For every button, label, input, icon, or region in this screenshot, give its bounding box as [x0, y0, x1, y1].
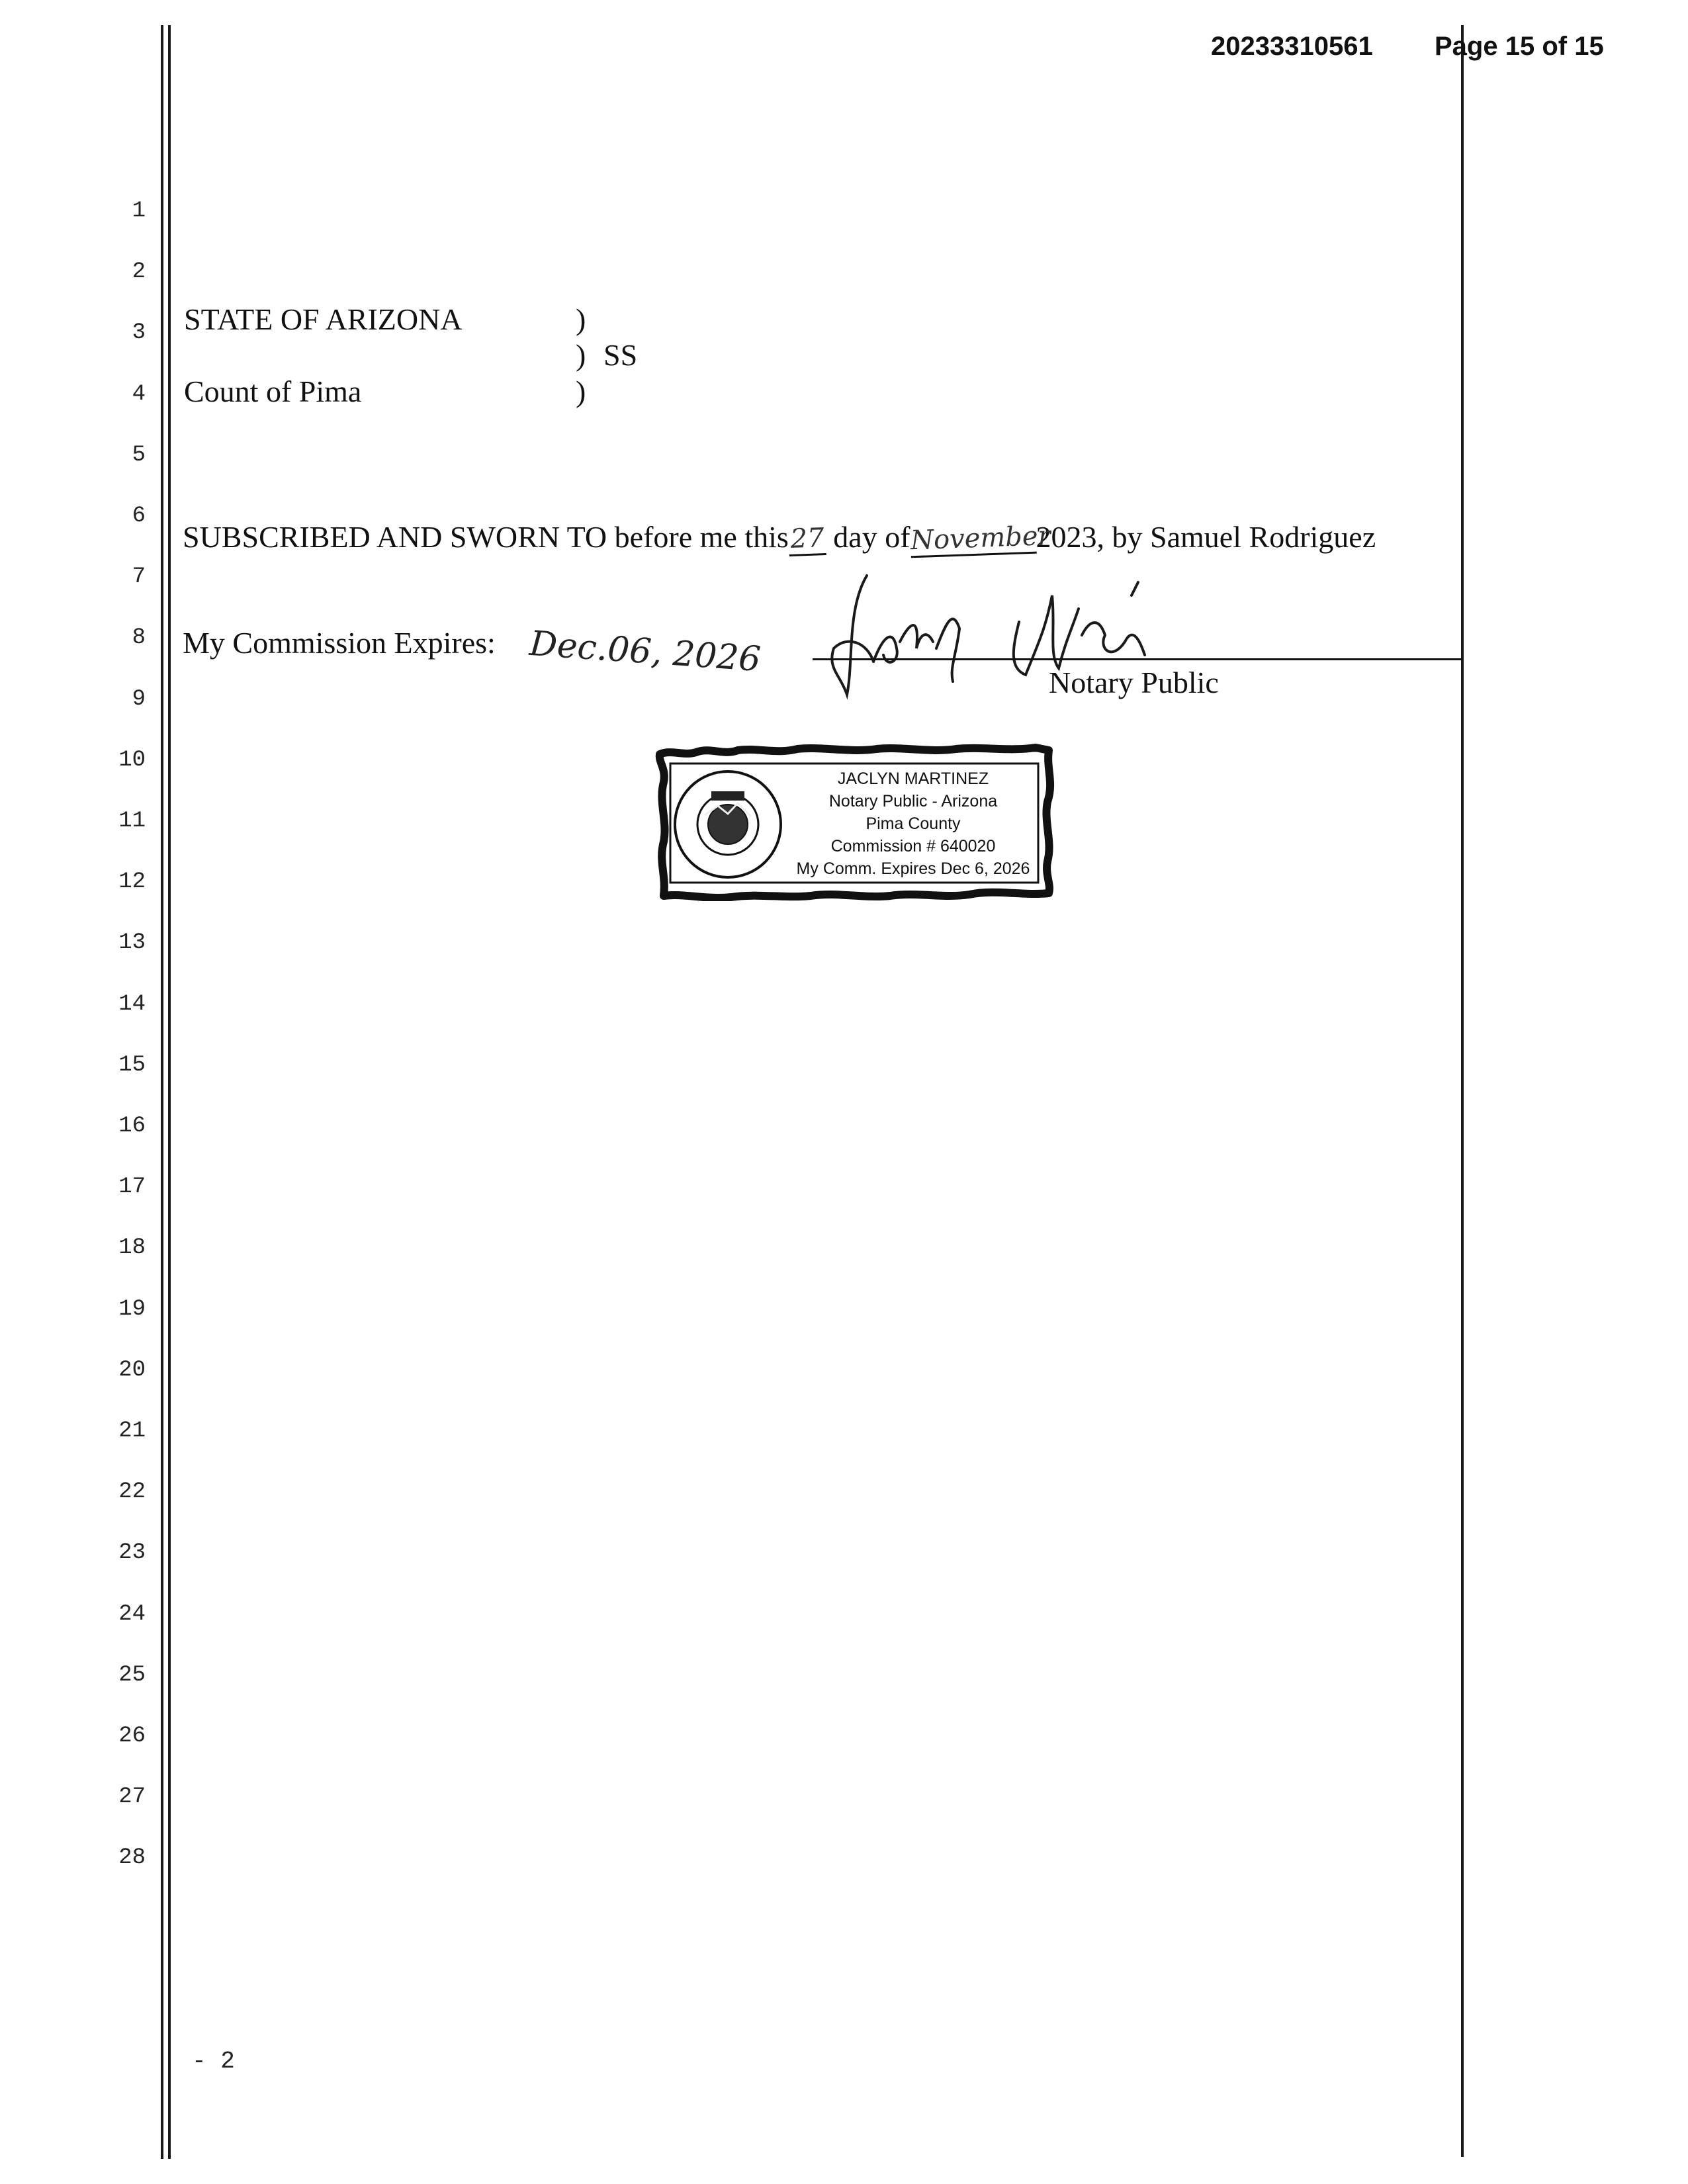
line-number: 14: [118, 991, 146, 1017]
stamp-expiration: My Comm. Expires Dec 6, 2026: [796, 859, 1030, 878]
document-number: 20233310561: [1211, 32, 1373, 61]
stamp-text: [781, 767, 1045, 880]
venue-county: Count of Pima: [184, 374, 362, 408]
stamp-notary-title: Notary Public - Arizona: [828, 792, 998, 810]
page-counter: Page 15 of 15: [1435, 32, 1604, 61]
line-number: 17: [118, 1174, 146, 1200]
line-number: 6: [132, 503, 146, 529]
line-number: 28: [118, 1845, 146, 1871]
jurat-tail: 2023, by Samuel Rodriguez: [1036, 520, 1376, 554]
line-number: 5: [132, 442, 146, 468]
line-number: 13: [118, 930, 146, 956]
line-number: 12: [118, 869, 146, 895]
line-number: 8: [132, 625, 146, 651]
signature-line: [813, 658, 1462, 660]
right-margin-rule: [1461, 25, 1464, 2157]
line-number: 16: [118, 1114, 146, 1139]
jurat-month-handwritten: November: [910, 521, 1037, 558]
line-number: 26: [118, 1724, 146, 1749]
line-number: 21: [118, 1419, 146, 1444]
commission-expires-label: My Commission Expires:: [183, 626, 496, 660]
jurat-lead: SUBSCRIBED AND SWORN TO before me this: [183, 520, 789, 554]
line-number: 3: [132, 320, 146, 346]
line-number: 10: [118, 747, 146, 773]
stamp-county: Pima County: [866, 814, 961, 833]
line-number: 23: [118, 1540, 146, 1566]
notary-public-label: Notary Public: [1049, 666, 1219, 699]
stamp-notary-name: JACLYN MARTINEZ: [837, 769, 989, 788]
line-number: 25: [118, 1662, 146, 1688]
line-number: 11: [118, 808, 146, 834]
left-margin-rule-inner: [168, 25, 171, 2159]
line-number: 20: [118, 1357, 146, 1383]
line-number: 2: [132, 259, 146, 285]
jurat-statement: [183, 519, 1376, 556]
line-number: 22: [118, 1479, 146, 1505]
line-number: 1: [132, 198, 146, 224]
jurat-day-handwritten: 27: [788, 523, 826, 556]
venue-paren: ): [576, 374, 586, 408]
stamp-commission-number: Commission # 640020: [830, 837, 996, 855]
venue-paren: ): [576, 302, 586, 336]
venue-state: STATE OF ARIZONA: [184, 302, 463, 336]
line-number: 18: [118, 1235, 146, 1261]
line-number: 27: [118, 1784, 146, 1810]
left-margin-rule: [161, 25, 163, 2159]
commission-expires-handwritten: Dec.06, 2026: [528, 623, 762, 680]
footer-page-marker: - 2: [192, 2048, 235, 2075]
line-number: 19: [118, 1296, 146, 1322]
jurat-mid: day of: [833, 520, 911, 554]
venue-paren: ): [576, 338, 586, 372]
line-number: 4: [132, 381, 146, 407]
line-number: 24: [118, 1601, 146, 1627]
venue-ss: SS: [603, 338, 638, 372]
line-number: 15: [118, 1052, 146, 1078]
line-number: 9: [132, 686, 146, 712]
line-number: 7: [132, 564, 146, 590]
